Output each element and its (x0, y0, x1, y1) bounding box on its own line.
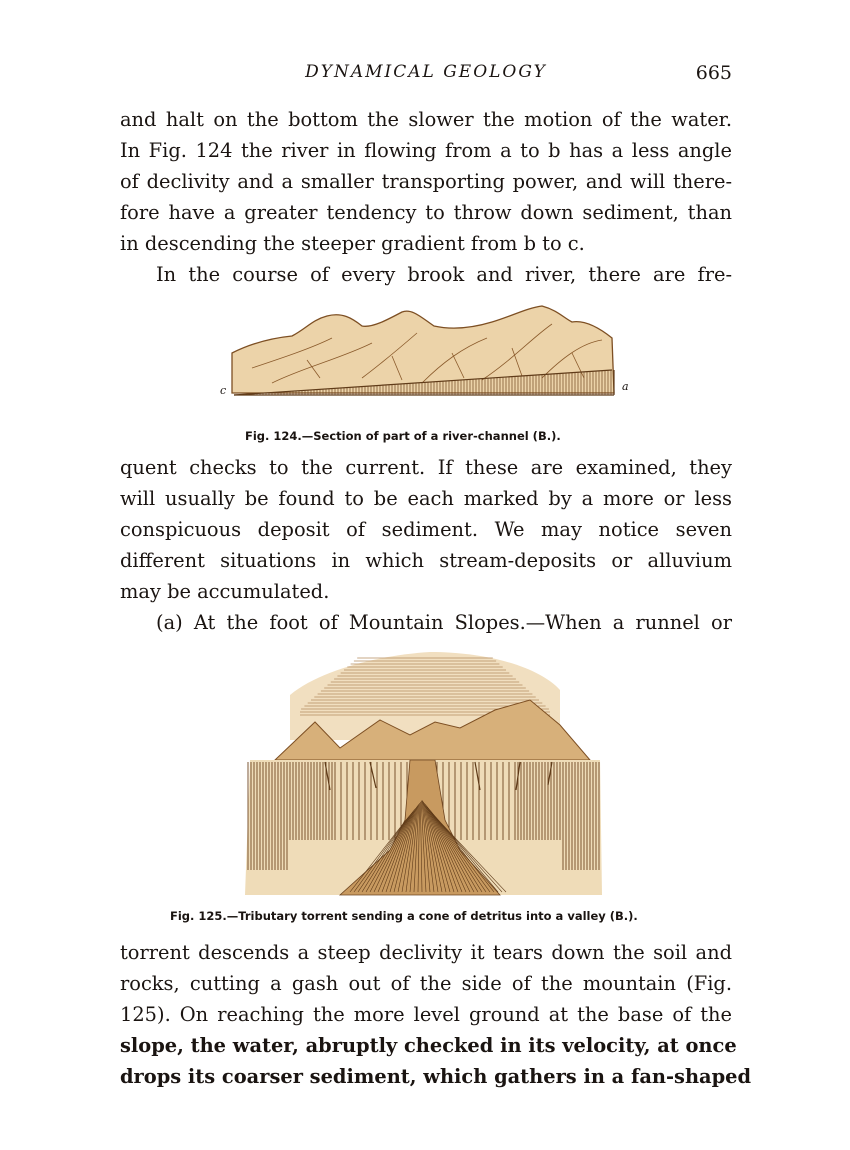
text-line: In Fig. 124 the river in flowing from a to b has a less angle (120, 139, 732, 162)
paragraph-2 (120, 259, 732, 290)
paragraph-1 (120, 104, 732, 259)
figure-125-torrent-engraving (230, 640, 620, 905)
text-line: and halt on the bottom the slower the motion of the water. (120, 108, 732, 131)
text-line: rocks, cutting a gash out of the side of the mountain (Fig. (120, 972, 732, 995)
paragraph-5 (120, 937, 752, 1092)
paragraph-3 (120, 452, 732, 607)
label-c: c (220, 384, 227, 397)
text-line: slope, the water, abruptly checked in its velocity, at once (120, 1034, 737, 1057)
running-head: DYNAMICAL GEOLOGY (305, 62, 547, 82)
figure-124-river-section (212, 298, 652, 408)
text-line: different situations in which stream-deposits or alluvium (120, 549, 732, 572)
text-line: In the course of every brook and river, there are fre- (156, 263, 732, 286)
paragraph-4 (120, 607, 732, 638)
text-line: may be accumulated. (120, 580, 330, 603)
figure-124-caption: Fig. 124.—Section of part of a river-channel (B.). (245, 429, 561, 443)
page-number: 665 (695, 62, 732, 84)
text-line: quent checks to the current. If these are examined, they (120, 456, 732, 479)
text-line: in descending the steeper gradient from b to c. (120, 232, 585, 255)
text-line: torrent descends a steep declivity it tears down the soil and (120, 941, 732, 964)
figure-125-caption: Fig. 125.—Tributary torrent sending a cone of detritus into a valley (B.). (170, 909, 638, 923)
text-line: drops its coarser sediment, which gathers in a fan-shaped (120, 1065, 752, 1088)
text-line: conspicuous deposit of sediment. We may notice seven (120, 518, 732, 541)
page-header (120, 62, 732, 86)
text-line: 125). On reaching the more level ground at the base of the (120, 1003, 732, 1026)
label-a: a (622, 380, 629, 393)
text-line: (a) At the foot of Mountain Slopes.—When a runnel or (156, 611, 732, 634)
text-line: of declivity and a smaller transporting power, and will there- (120, 170, 732, 193)
text-line: will usually be found to be each marked by a more or less (120, 487, 732, 510)
text-line: fore have a greater tendency to throw down sediment, than (120, 201, 732, 224)
